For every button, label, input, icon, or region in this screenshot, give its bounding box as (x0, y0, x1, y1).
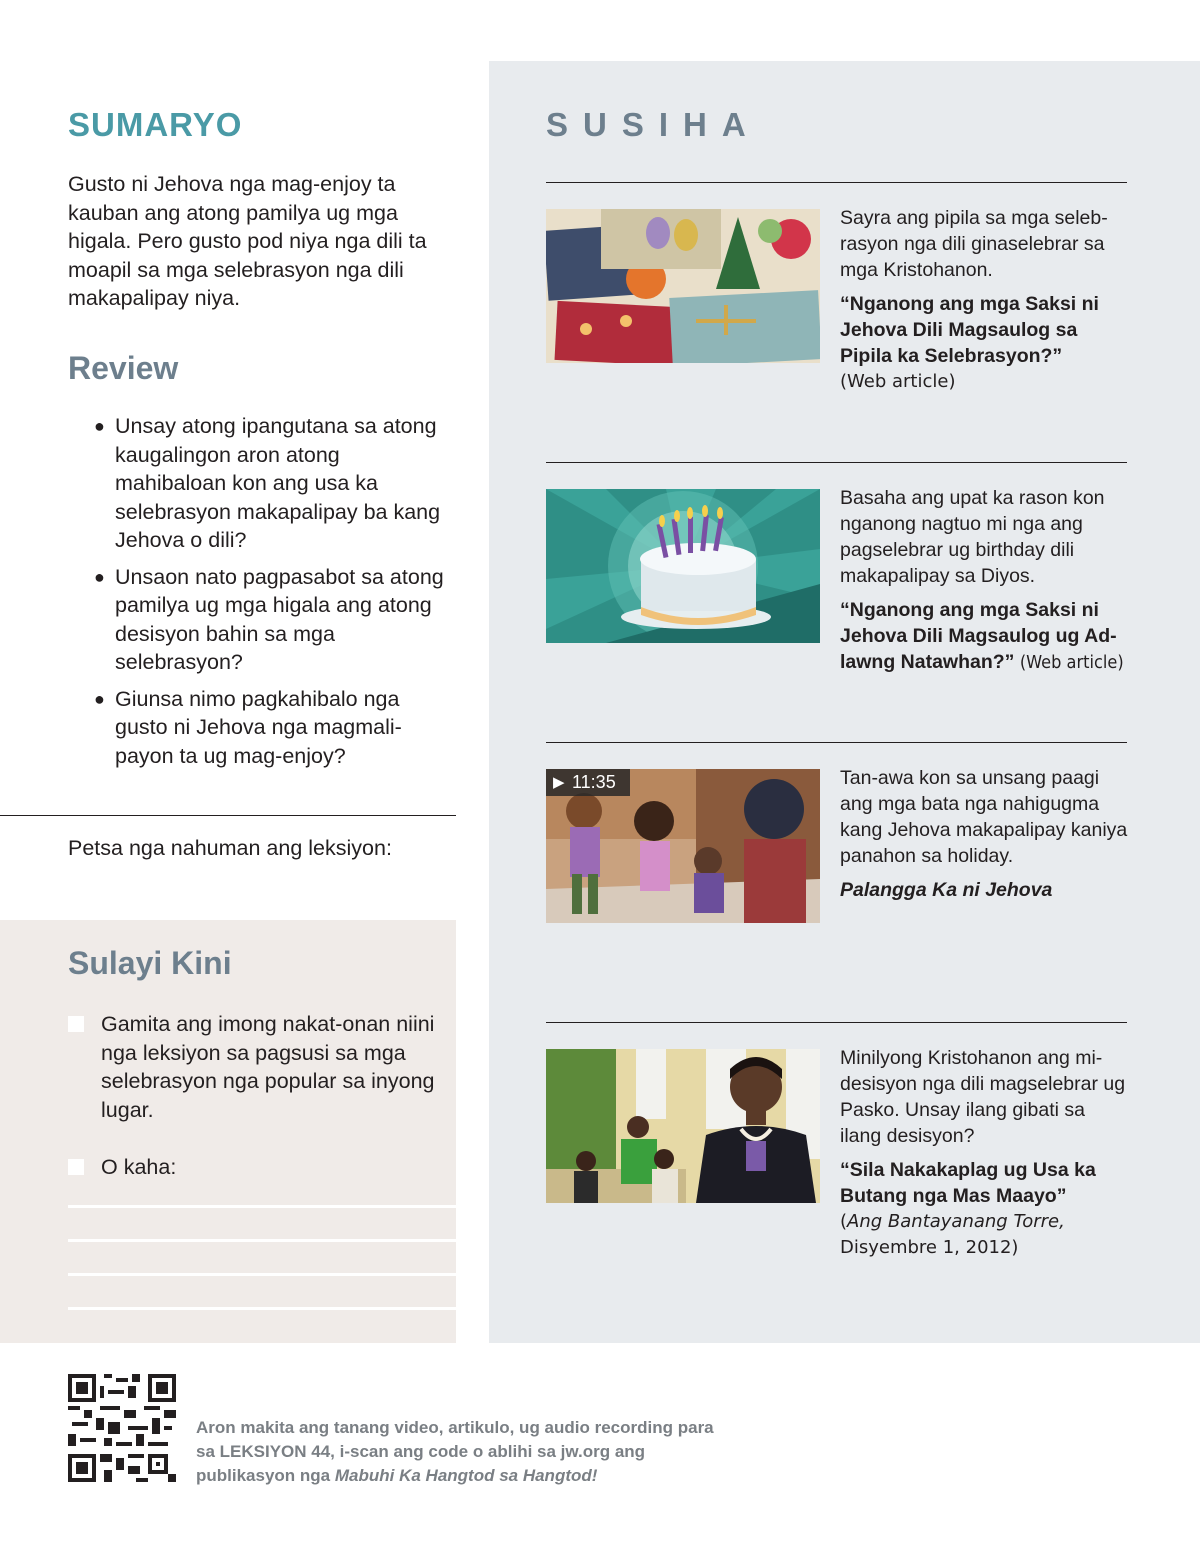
bullet-icon: ● (94, 416, 105, 436)
item-title-link[interactable] (840, 597, 1130, 676)
checkbox[interactable] (68, 1159, 84, 1175)
further-study-heading: SUSIHA (546, 106, 761, 143)
review-item-text: Unsay atong ipangutana sa atong kaugalingon aron atong mahibaloan kon ang usa ka selebrasyon makapalipay ba kang Jehova o dili? (115, 414, 441, 552)
qr-code-icon[interactable] (68, 1374, 176, 1482)
video-thumbnail[interactable] (546, 769, 820, 923)
review-item-text: Giunsa nimo pagkahibalo nga gusto ni Jehova nga magmali-payon ta ug mag-enjoy? (115, 686, 402, 768)
further-study-item (840, 205, 1130, 395)
try-item (68, 1153, 438, 1182)
item-divider (546, 742, 1127, 743)
review-item (68, 563, 448, 677)
item-title-text: “Sila Nakakaplag ug Usa ka Butang nga Mas Maayo” (840, 1159, 1096, 1207)
further-study-item (840, 485, 1130, 676)
source-date: Disyembre 1, 2012) (840, 1237, 1019, 1258)
publication-title: Mabuhi Ka Hangtod sa Hangtod! (334, 1466, 598, 1485)
woman-family-photo[interactable] (546, 1049, 820, 1203)
video-duration-badge (546, 769, 630, 796)
item-description: Sayra ang pipila sa mga seleb-rasyon nga dili ginaselebrar sa mga Kristohanon. (840, 207, 1108, 281)
source-publication: Ang Bantayanang Torre, (847, 1211, 1065, 1232)
item-title-text: “Nganong ang mga Saksi ni Jehova Dili Magsaulog ug Ad-lawng Natawhan?” (840, 599, 1117, 673)
item-source: (Web article) (840, 371, 956, 392)
bullet-icon: ● (94, 566, 105, 587)
source-open: ( (840, 1211, 848, 1232)
play-icon: ▶ (553, 774, 565, 791)
item-title-link[interactable] (840, 1157, 1130, 1209)
try-item-text: Gamita ang imong nakat-onan niini nga leksiyon sa pagsusi sa mga selebrasyon nga popular sa inyong lugar. (101, 1012, 435, 1122)
item-source (840, 1209, 1130, 1261)
try-this-box (0, 920, 456, 1343)
item-title-text: “Nganong ang mga Saksi ni Jehova Dili Magsaulog sa Pipila ka Selebrasyon?” (840, 293, 1099, 367)
writing-line[interactable] (68, 1273, 456, 1276)
celebrations-collage-image[interactable] (546, 209, 820, 363)
item-divider (546, 462, 1127, 463)
item-description: Minilyong Kristohanon ang mi-desisyon nga dili magselebrar ug Pasko. Unsay ilang gibati sa ilang desisyon? (840, 1047, 1126, 1147)
checkbox[interactable] (68, 1016, 84, 1032)
birthday-cake-image[interactable] (546, 489, 820, 643)
item-title-text: Palangga Ka ni Jehova (840, 879, 1053, 901)
item-divider (546, 182, 1127, 183)
try-heading: Sulayi Kini (68, 945, 232, 981)
section-divider (0, 815, 456, 816)
further-study-item (840, 1045, 1130, 1261)
review-heading: Review (68, 350, 179, 386)
item-divider (546, 1022, 1127, 1023)
further-study-item (840, 765, 1130, 903)
footer-note-text: Aron makita ang tanang video, artikulo, ug audio recording para sa LEKSIYON 44, i-scan ang code o ablihi sa jw.org ang publikasyon nga (196, 1418, 714, 1485)
try-item-text: O kaha: (101, 1155, 177, 1179)
try-item (68, 1010, 438, 1124)
review-item-text: Unsaon nato pagpasabot sa atong pamilya ug mga higala ang atong desisyon bahin sa mga selebrasyon? (115, 564, 444, 674)
review-list (68, 412, 448, 778)
bullet-icon: ● (94, 688, 105, 709)
writing-line[interactable] (68, 1205, 456, 1208)
item-description: Basaha ang upat ka rason kon nganong nagtuo mi nga ang pagselebrar ug birthday dili makapalipay sa Diyos. (840, 487, 1105, 587)
writing-line[interactable] (68, 1307, 456, 1310)
item-title-link[interactable] (840, 291, 1130, 369)
date-completed-label: Petsa nga nahuman ang leksiyon: (68, 836, 392, 860)
item-title-link[interactable] (840, 877, 1130, 903)
review-item (68, 412, 448, 555)
summary-text: Gusto ni Jehova nga mag-enjoy ta kauban ang atong pamilya ug mga higala. Pero gusto pod niya nga dili ta moapil sa mga selebrasyon nga dili makapalipay niya. (68, 172, 427, 310)
summary-heading: SUMARYO (68, 106, 243, 143)
writing-line[interactable] (68, 1239, 456, 1242)
review-item (68, 685, 448, 771)
item-description: Tan-awa kon sa unsang paagi ang mga bata nga nahigugma kang Jehova makapalipay kaniya panahon sa holiday. (840, 767, 1128, 867)
video-duration: 11:35 (572, 772, 616, 792)
item-source: (Web article) (1019, 652, 1124, 673)
footer-note (196, 1416, 736, 1488)
